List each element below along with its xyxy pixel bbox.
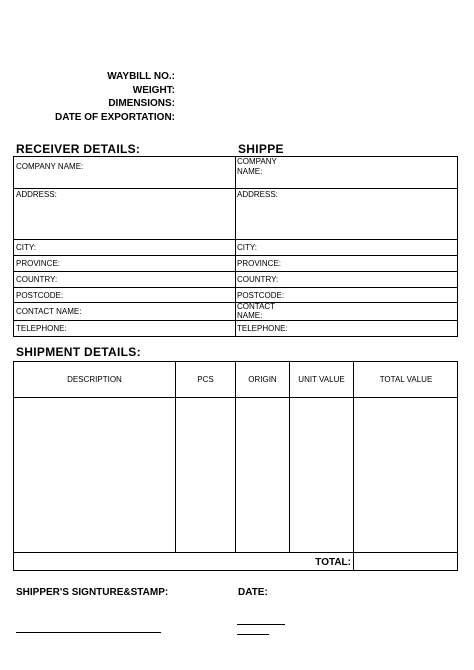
- shipper-city-field[interactable]: CITY:: [237, 243, 258, 252]
- date-line-secondary: [237, 634, 269, 635]
- column-divider: [289, 361, 290, 552]
- column-divider: [353, 361, 354, 571]
- shipper-signature-label: SHIPPER'S SIGNTURE&STAMP:: [16, 587, 169, 598]
- column-header-pcs: PCS: [197, 375, 214, 384]
- total-label: TOTAL:: [315, 557, 351, 568]
- receiver-company-name-field[interactable]: COMPANY NAME:: [16, 162, 84, 171]
- dimensions-label: DIMENSIONS:: [108, 98, 175, 109]
- shipper-country-field[interactable]: COUNTRY:: [237, 275, 279, 284]
- date-line[interactable]: [237, 624, 285, 625]
- date-label: DATE:: [238, 587, 268, 598]
- row-divider: [13, 287, 458, 288]
- shipper-contact-name-line2: NAME:: [237, 311, 263, 320]
- receiver-telephone-field[interactable]: TELEPHONE:: [16, 324, 67, 333]
- column-header-total-value: TOTAL VALUE: [379, 375, 433, 384]
- column-header-origin: ORIGIN: [248, 375, 277, 384]
- receiver-address-field[interactable]: ADDRESS:: [16, 190, 57, 199]
- signature-line[interactable]: [16, 632, 161, 633]
- receiver-details-title: RECEIVER DETAILS:: [16, 142, 141, 156]
- waybill-no-label: WAYBILL NO.:: [107, 71, 175, 82]
- column-divider: [235, 361, 236, 552]
- receiver-contact-name-field[interactable]: CONTACT NAME:: [16, 307, 82, 316]
- row-divider: [13, 320, 458, 321]
- shipper-company-name-line1: COMPANY: [237, 157, 277, 166]
- receiver-city-field[interactable]: CITY:: [16, 243, 37, 252]
- shipper-contact-name-field[interactable]: [235, 302, 275, 320]
- weight-label: WEIGHT:: [132, 85, 175, 96]
- shipper-address-field[interactable]: ADDRESS:: [237, 190, 278, 199]
- row-divider: [13, 255, 458, 256]
- row-divider: [13, 188, 458, 189]
- column-header-description: DESCRIPTION: [67, 375, 122, 384]
- shipper-company-name-line2: NAME:: [237, 167, 263, 176]
- shipper-postcode-field[interactable]: POSTCODE:: [237, 291, 285, 300]
- column-header-unit-value: UNIT VALUE: [298, 375, 345, 384]
- column-divider: [175, 361, 176, 552]
- receiver-province-field[interactable]: PROVINCE:: [16, 259, 61, 268]
- row-divider: [13, 239, 458, 240]
- row-divider: [13, 271, 458, 272]
- shipper-contact-name-line1: CONTACT: [237, 302, 276, 311]
- shipment-details-title: SHIPMENT DETAILS:: [16, 345, 141, 359]
- shipper-details-title: SHIPPE: [238, 142, 284, 156]
- shipper-telephone-field[interactable]: TELEPHONE:: [237, 324, 288, 333]
- shipper-province-field[interactable]: PROVINCE:: [237, 259, 282, 268]
- receiver-postcode-field[interactable]: POSTCODE:: [16, 291, 64, 300]
- date-of-exportation-label: DATE OF EXPORTATION:: [55, 112, 175, 123]
- shipper-company-name-field[interactable]: [235, 157, 277, 176]
- receiver-country-field[interactable]: COUNTRY:: [16, 275, 58, 284]
- header-row-divider: [13, 397, 458, 398]
- total-value-field[interactable]: [354, 553, 458, 571]
